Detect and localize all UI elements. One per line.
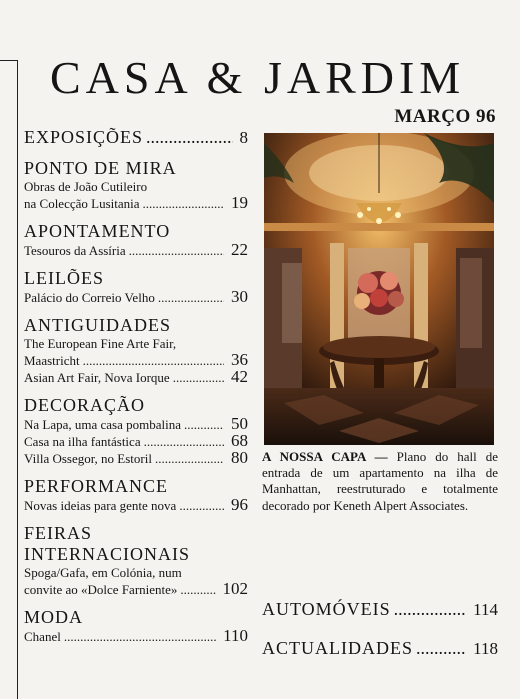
page-number: 30 xyxy=(231,287,248,306)
leader-dots xyxy=(64,629,216,645)
page-number: 102 xyxy=(222,579,248,598)
entry-line: Spoga/Gafa, em Colónia, num xyxy=(24,565,182,580)
section-title: ANTIGUIDADES xyxy=(24,315,171,335)
entry-label: Villa Ossegor, no Estoril xyxy=(24,451,152,466)
page-number: 19 xyxy=(231,193,248,212)
entry-label: Palácio do Correio Velho xyxy=(24,290,155,305)
page-number: 8 xyxy=(239,128,248,147)
entry-label: Asian Art Fair, Nova Iorque xyxy=(24,370,170,385)
cover-caption xyxy=(262,449,498,514)
entry-label: Chanel xyxy=(24,629,61,644)
page-number: 22 xyxy=(231,240,248,259)
entry-label: Na Lapa, uma casa pombalina xyxy=(24,417,182,432)
page-number: 42 xyxy=(231,367,248,386)
leader-dots xyxy=(416,637,466,659)
leader-dots xyxy=(155,451,224,467)
leader-dots xyxy=(146,126,232,148)
toc-entry-correio-velho[interactable] xyxy=(24,289,248,306)
toc-entry-maastricht[interactable] xyxy=(24,352,248,369)
table-of-contents xyxy=(24,126,248,654)
hall-interior-image xyxy=(264,133,494,445)
leader-dots xyxy=(179,498,224,514)
page-number: 114 xyxy=(473,600,498,619)
page-number: 80 xyxy=(231,448,248,467)
leader-dots xyxy=(129,243,224,259)
section-moda xyxy=(24,607,248,645)
leader-dots xyxy=(144,434,224,450)
section-exposicoes xyxy=(24,126,248,149)
section-title: LEILÕES xyxy=(24,268,104,288)
section-title: PONTO DE MIRA xyxy=(24,158,177,178)
page-number: 110 xyxy=(223,626,248,645)
leader-dots xyxy=(83,353,224,369)
entry-line: Obras de João Cutileiro xyxy=(24,179,148,194)
leader-dots xyxy=(184,417,224,433)
toc-entry-ossegor[interactable] xyxy=(24,450,248,467)
section-title: DECORAÇÃO xyxy=(24,395,146,415)
entry-label: Maastricht xyxy=(24,353,80,368)
issue-date: MARÇO 96 xyxy=(394,106,496,127)
cover-photo xyxy=(264,133,494,445)
page-number: 118 xyxy=(473,639,498,658)
section-title: APONTAMENTO xyxy=(24,221,171,241)
toc-entry-assiria[interactable] xyxy=(24,242,248,259)
page-number: 96 xyxy=(231,495,248,514)
toc-entry-lapa[interactable] xyxy=(24,416,248,433)
section-title: AUTOMÓVEIS xyxy=(262,599,391,619)
caption-text: Plano do hall de entrada de um apartamento na ilha de Manhattan, reestruturado e totalmente decorado por Keneth Alpert Associates. xyxy=(262,449,498,513)
page-number: 36 xyxy=(231,350,248,369)
section-performance xyxy=(24,476,248,514)
toc-entry-exposicoes[interactable] xyxy=(24,126,248,149)
toc-entry-spoga[interactable] xyxy=(24,581,248,598)
toc-entry-automoveis[interactable] xyxy=(262,598,498,621)
masthead: CASA & JARDIM xyxy=(50,52,466,103)
toc-entry-ideias[interactable] xyxy=(24,497,248,514)
toc-entry-chanel[interactable] xyxy=(24,628,248,645)
entry-label: Novas ideias para gente nova xyxy=(24,498,177,513)
section-title: FEIRAS INTERNACIONAIS xyxy=(24,523,190,564)
leader-dots xyxy=(143,196,224,212)
toc-entry-actualidades[interactable] xyxy=(262,637,498,660)
toc-entry-cutileiro[interactable] xyxy=(24,195,248,212)
leader-dots xyxy=(173,370,224,386)
section-apontamento xyxy=(24,221,248,259)
entry-label: Casa na ilha fantástica xyxy=(24,434,141,449)
left-frame-rule xyxy=(0,60,18,699)
toc-entry-asian-art[interactable] xyxy=(24,369,248,386)
section-title: EXPOSIÇÕES xyxy=(24,127,144,147)
entry-label: Tesouros da Assíria xyxy=(24,243,126,258)
entry-label: na Colecção Lusitania xyxy=(24,196,140,211)
page-number: 50 xyxy=(231,414,248,433)
section-feiras xyxy=(24,523,248,598)
section-antiguidades xyxy=(24,315,248,386)
page-number: 68 xyxy=(231,431,248,450)
leader-dots xyxy=(394,598,466,620)
section-title: ACTUALIDADES xyxy=(262,638,413,658)
entry-label: convite ao «Dolce Farniente» xyxy=(24,582,178,597)
leader-dots xyxy=(158,290,224,306)
entry-line: The European Fine Arte Fair, xyxy=(24,336,177,351)
caption-lead: A NOSSA CAPA — xyxy=(262,449,388,464)
section-decoracao xyxy=(24,395,248,467)
section-ponto-de-mira xyxy=(24,158,248,212)
leader-dots xyxy=(180,582,215,598)
section-title: MODA xyxy=(24,607,84,627)
section-title: PERFORMANCE xyxy=(24,476,169,496)
toc-entry-ilha[interactable] xyxy=(24,433,248,450)
section-leiloes xyxy=(24,268,248,306)
